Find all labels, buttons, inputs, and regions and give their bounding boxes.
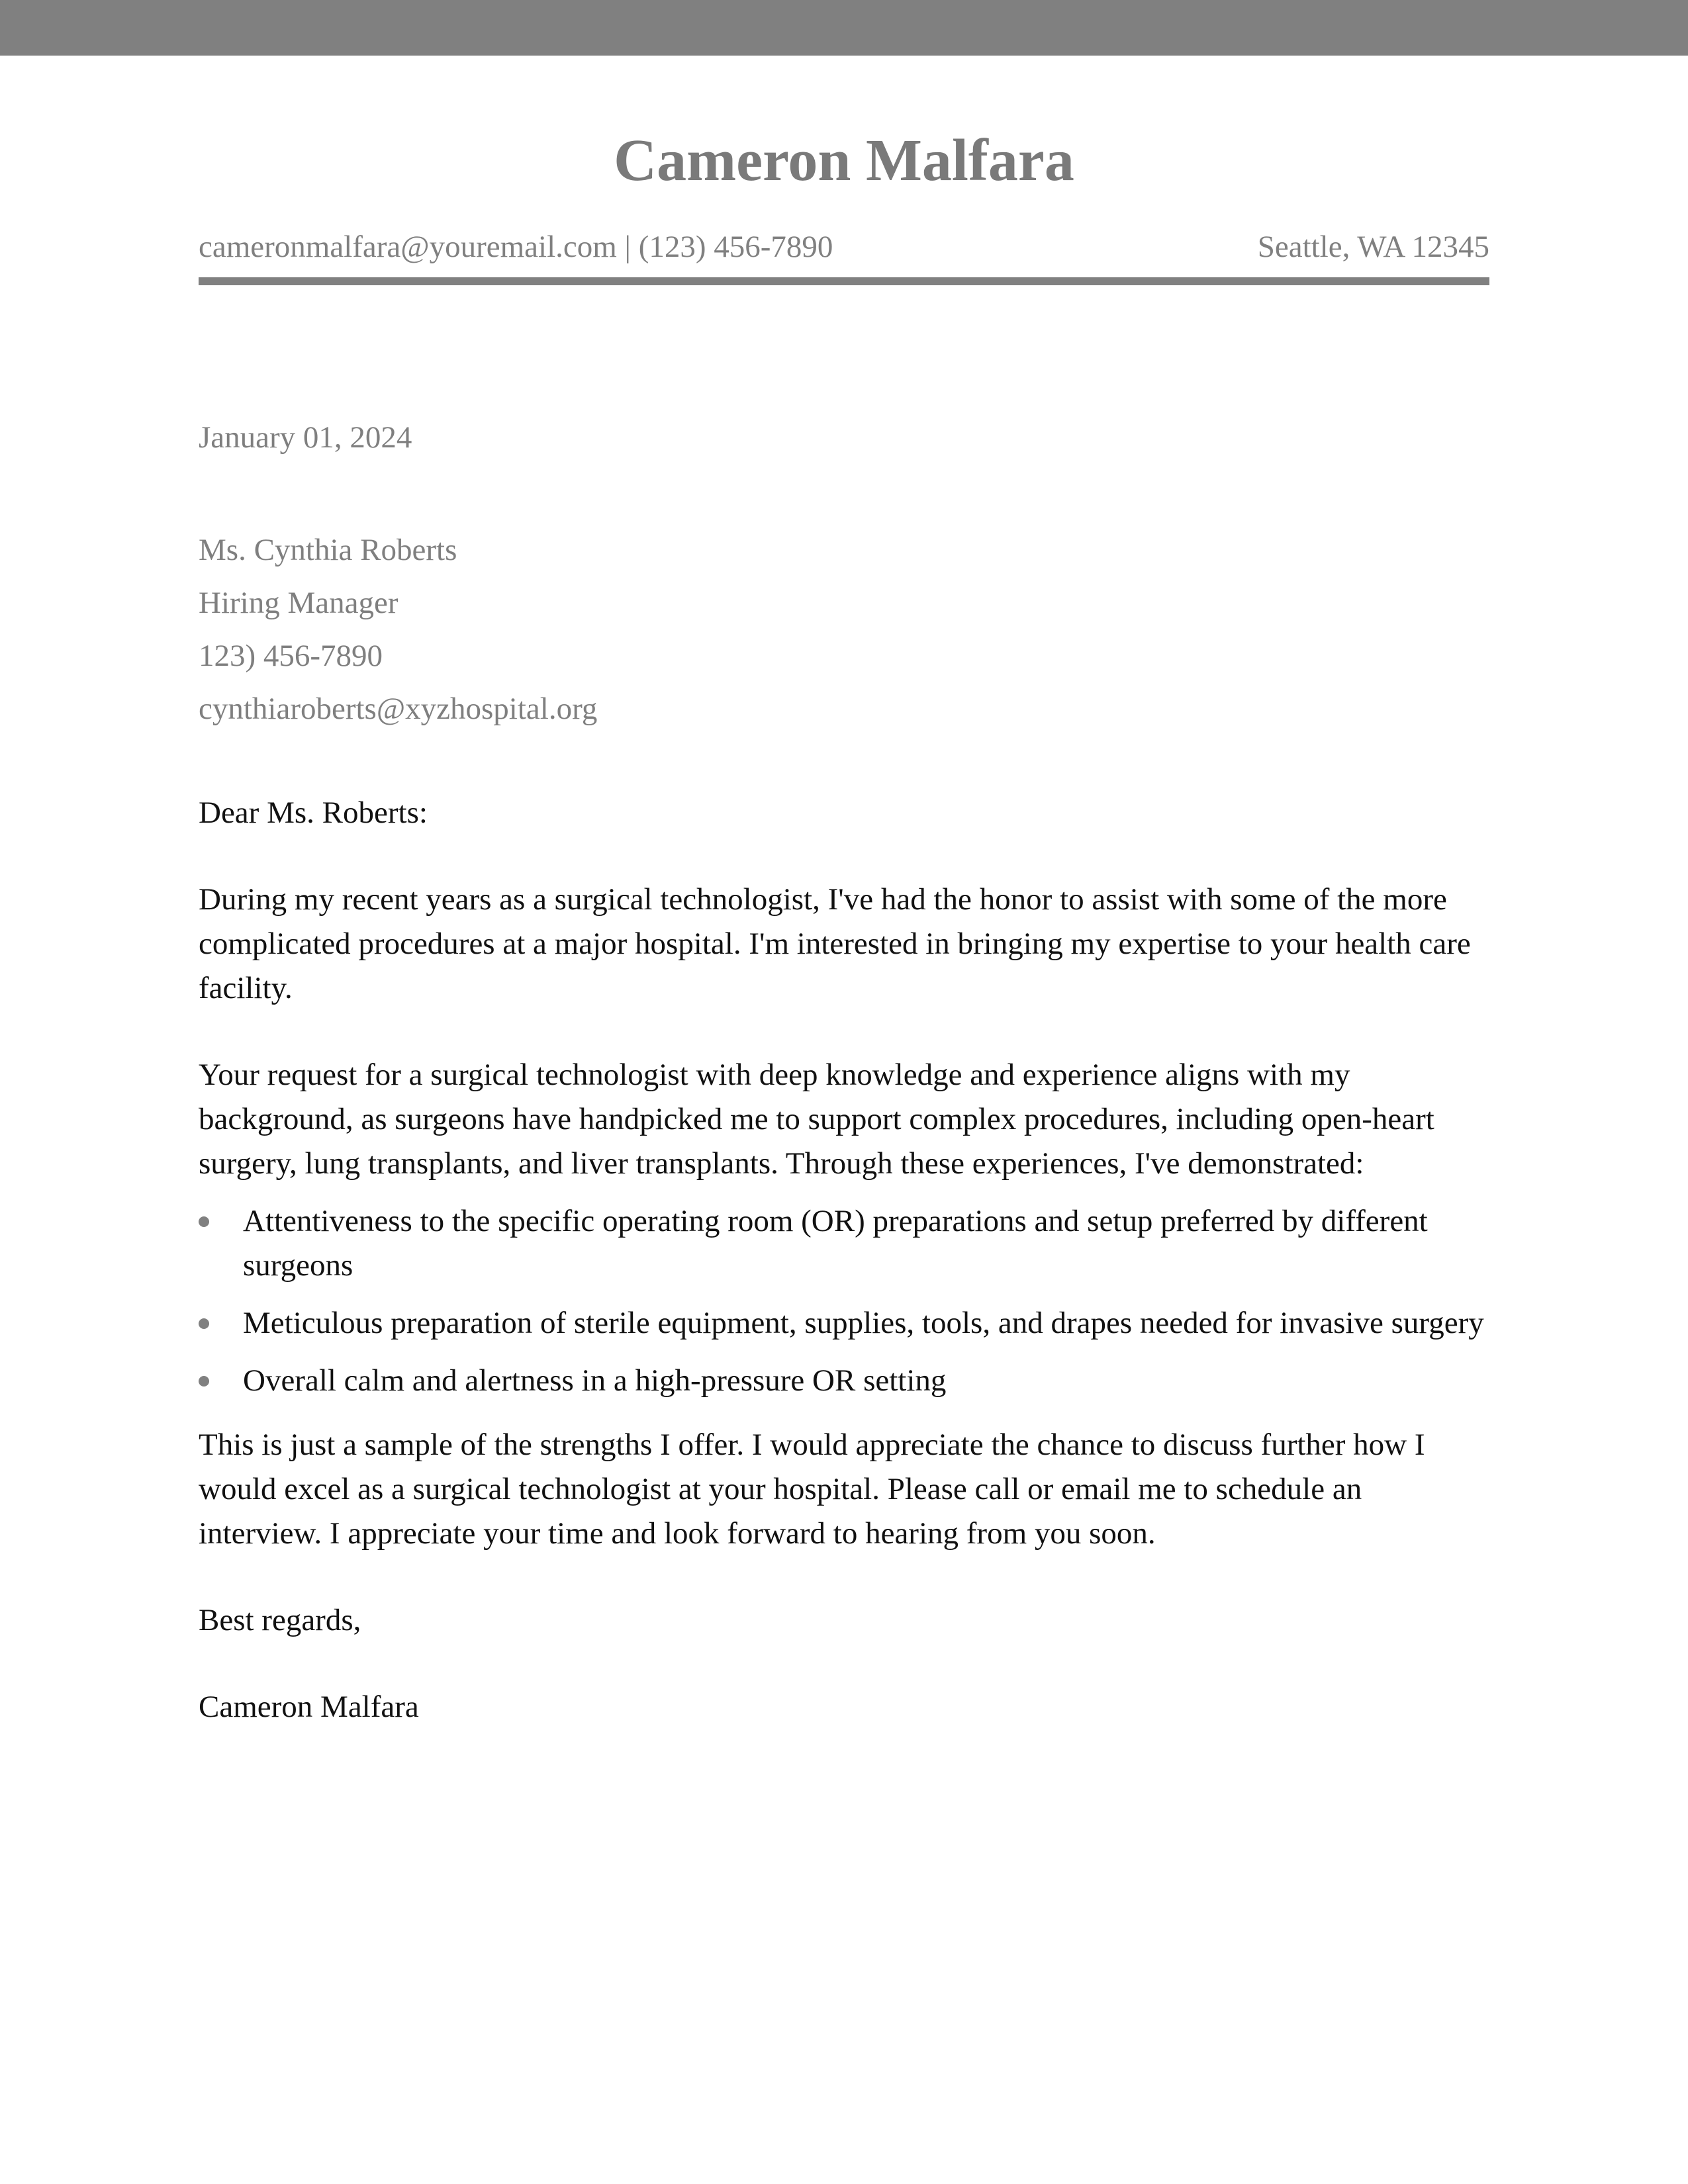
sender-name: Cameron Malfara [614,128,1074,193]
signoff: Best regards, [199,1603,361,1637]
recipient-block [199,523,1489,735]
bullet-icon [199,1318,209,1329]
sender-email: cameronmalfara@youremail.com [199,230,617,264]
salutation: Dear Ms. Roberts: [199,796,428,830]
recipient-email: cynthiaroberts@xyzhospital.org [199,692,598,726]
paragraph-background: Your request for a surgical technologist with deep knowledge and experience aligns with my background, as surgeons have handpicked me to support complex procedures, including open-heart surgery, lung transplants, and liver transplants. Through these experiences, I've demonstrated: [199,1058,1434,1181]
contact-left [199,227,833,267]
signature: Cameron Malfara [199,1690,419,1724]
recipient-name: Ms. Cynthia Roberts [199,533,457,567]
recipient-phone: 123) 456-7890 [199,639,383,673]
paragraph-closing: This is just a sample of the strengths I offer. I would appreciate the chance to discuss further how I would excel as a surgical technologist at your hospital. Please call or email me to schedule an interview. I appreciate your time and look forward to hearing from you soon. [199,1428,1425,1551]
header-divider [199,277,1489,285]
list-item [199,1199,1489,1288]
strengths-list [199,1199,1489,1403]
contact-separator: | [616,230,639,264]
sender-phone: (123) 456-7890 [638,230,833,264]
letter-body [199,791,1489,1729]
letter-date: January 01, 2024 [199,420,412,455]
list-item-text: Attentiveness to the specific operating room (OR) preparations and setup preferred by different surgeons [243,1204,1428,1283]
bullet-icon [199,1376,209,1387]
bullet-icon [199,1216,209,1227]
recipient-title: Hiring Manager [199,586,399,620]
list-item-text: Meticulous preparation of sterile equipment, supplies, tools, and drapes needed for invasive surgery [243,1306,1484,1340]
list-item-text: Overall calm and alertness in a high-pressure OR setting [243,1363,947,1398]
top-band [0,0,1688,56]
list-item [199,1301,1489,1345]
list-item [199,1359,1489,1403]
paragraph-intro: During my recent years as a surgical technologist, I've had the honor to assist with some of the more complicated procedures at a major hospital. I'm interested in bringing my expertise to your health care facility. [199,882,1471,1005]
contact-row [199,227,1489,267]
sender-location: Seattle, WA 12345 [1257,230,1489,264]
letter-page [199,56,1489,1729]
